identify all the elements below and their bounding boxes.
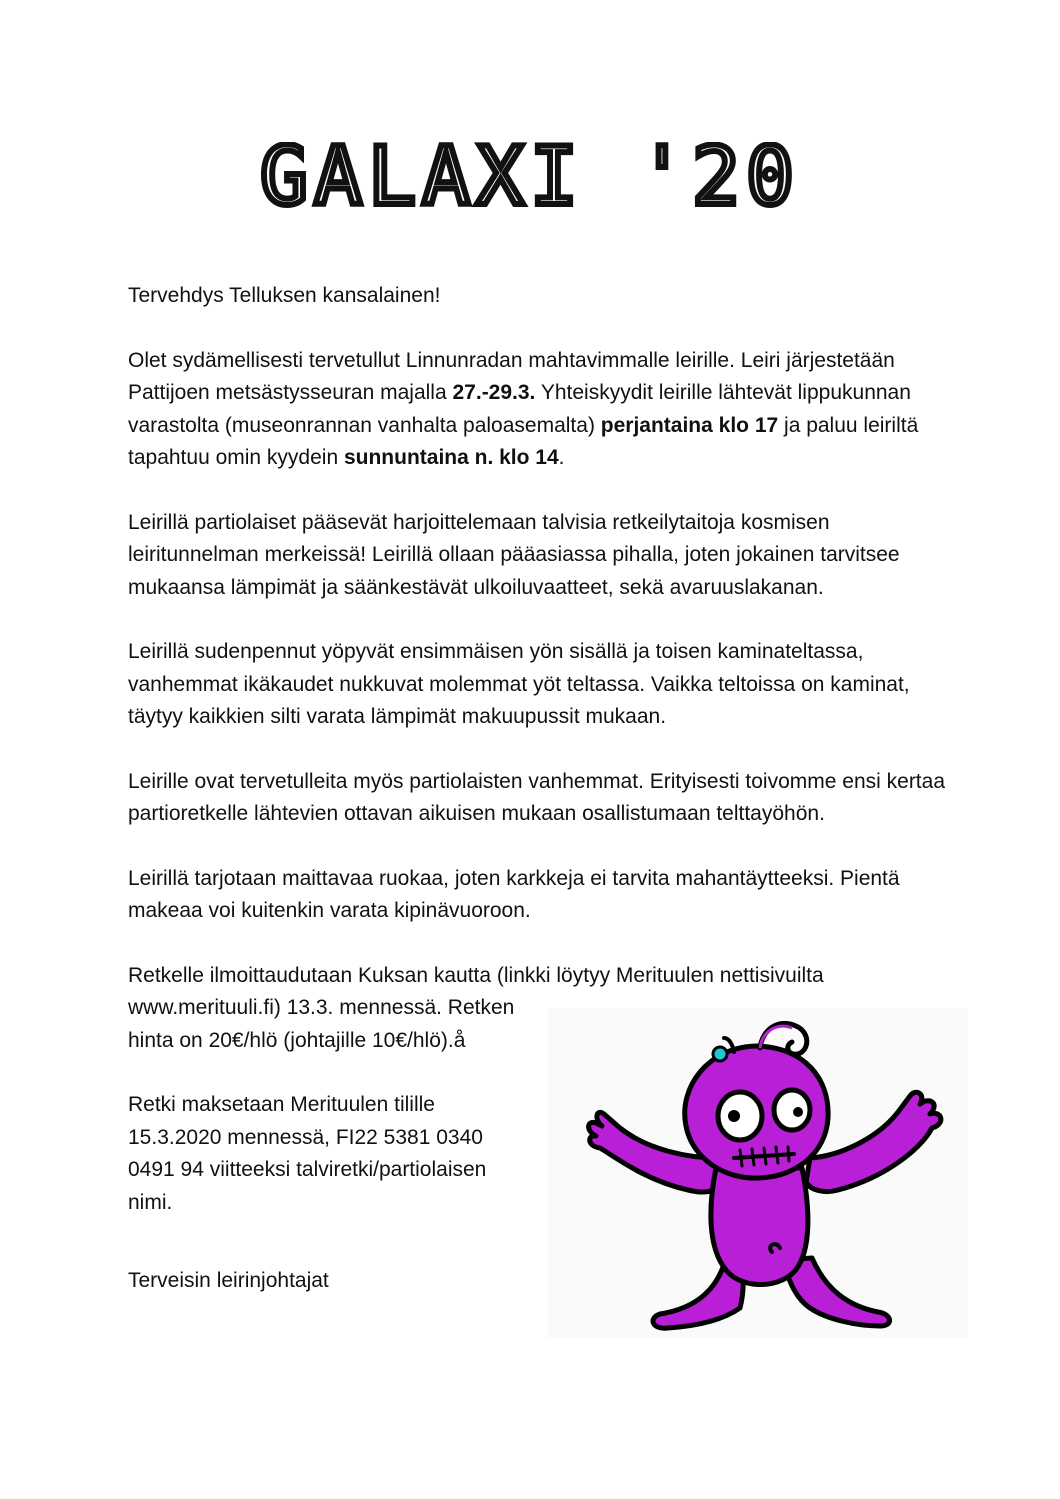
greeting: Tervehdys Telluksen kansalainen! xyxy=(128,284,441,307)
paragraph-intro xyxy=(128,345,948,475)
intro-text-2: Yhteiskyydit leirille lähtevät lippukunnan varastolta (museonrannan vanhalta paloasemalta) xyxy=(128,381,911,437)
closing: Terveisin leirinjohtajat xyxy=(128,1269,329,1292)
paragraph-accommodation: Leirillä sudenpennut yöpyvät ensimmäisen yön sisällä ja toisen kaminateltassa, vanhemmat ikäkaudet nukkuvat molemmat yöt teltassa. Vaikka teltoissa on kaminat, täytyy kaikkien silti varata lämpimät makuupussit mukaan. xyxy=(128,640,910,728)
paragraph-food: Leirillä tarjotaan maittavaa ruokaa, joten karkkeja ei tarvita mahantäytteeksi. Pientä makeaa voi kuitenkin varata kipinävuoroon. xyxy=(128,866,900,922)
payment-line-2: 15.3.2020 mennessä, FI22 5381 0340 xyxy=(128,1125,483,1149)
antenna-ball-icon xyxy=(713,1047,727,1061)
title-lettering xyxy=(258,142,803,212)
registration-line-1: Retkelle ilmoittaudutaan Kuksan kautta (linkki löytyy Merituulen nettisivuilta xyxy=(128,963,824,987)
intro-text-4: . xyxy=(558,446,565,469)
registration-line-3: hinta on 20€/hlö (johtajille 10€/hlö).å xyxy=(128,1028,466,1052)
payment-line-4: nimi. xyxy=(128,1190,173,1214)
intro-text-1: Olet sydämellisesti tervetullut Linnunradan mahtavimmalle leirille. Leiri järjestetään Pattijoen metsästysseuran majalla xyxy=(128,348,895,404)
departure-time: perjantaina klo 17 xyxy=(600,413,779,437)
paragraph-parents: Leirille ovat tervetulleita myös partiolaisten vanhemmat. Erityisesti toivomme ensi kertaa partioretkelle lähtevien ottavan aikuisen mukaan osallistumaan telttayöhön. xyxy=(128,769,946,825)
payment-line-3: 0491 94 viitteeksi talviretki/partiolaisen xyxy=(128,1158,487,1181)
alien-icon xyxy=(548,1008,968,1338)
return-time: sunnuntaina n. klo 14 xyxy=(343,446,559,469)
payment-line-1: Retki maksetaan Merituulen tilille xyxy=(128,1093,435,1116)
registration-line-2: www.merituuli.fi) 13.3. mennessä. Retken xyxy=(128,996,515,1019)
intro-text-3: ja paluu leiriltä tapahtuu omin kyydein xyxy=(128,413,919,469)
title-text: GALAXI '20 xyxy=(259,142,800,212)
page-title xyxy=(0,142,1060,212)
alien-illustration xyxy=(548,1008,968,1338)
camp-dates: 27.-29.3. xyxy=(452,381,536,404)
paragraph-activities: Leirillä partiolaiset pääsevät harjoittelemaan talvisia retkeilytaitoja kosmisen leiritunnelman merkeissä! Leirillä ollaan pääasiassa pihalla, joten jokainen tarvitsee mukaansa lämpimät ja säänkestävät ulkoiluvaatteet, sekä avaruuslakanan. xyxy=(128,510,900,599)
